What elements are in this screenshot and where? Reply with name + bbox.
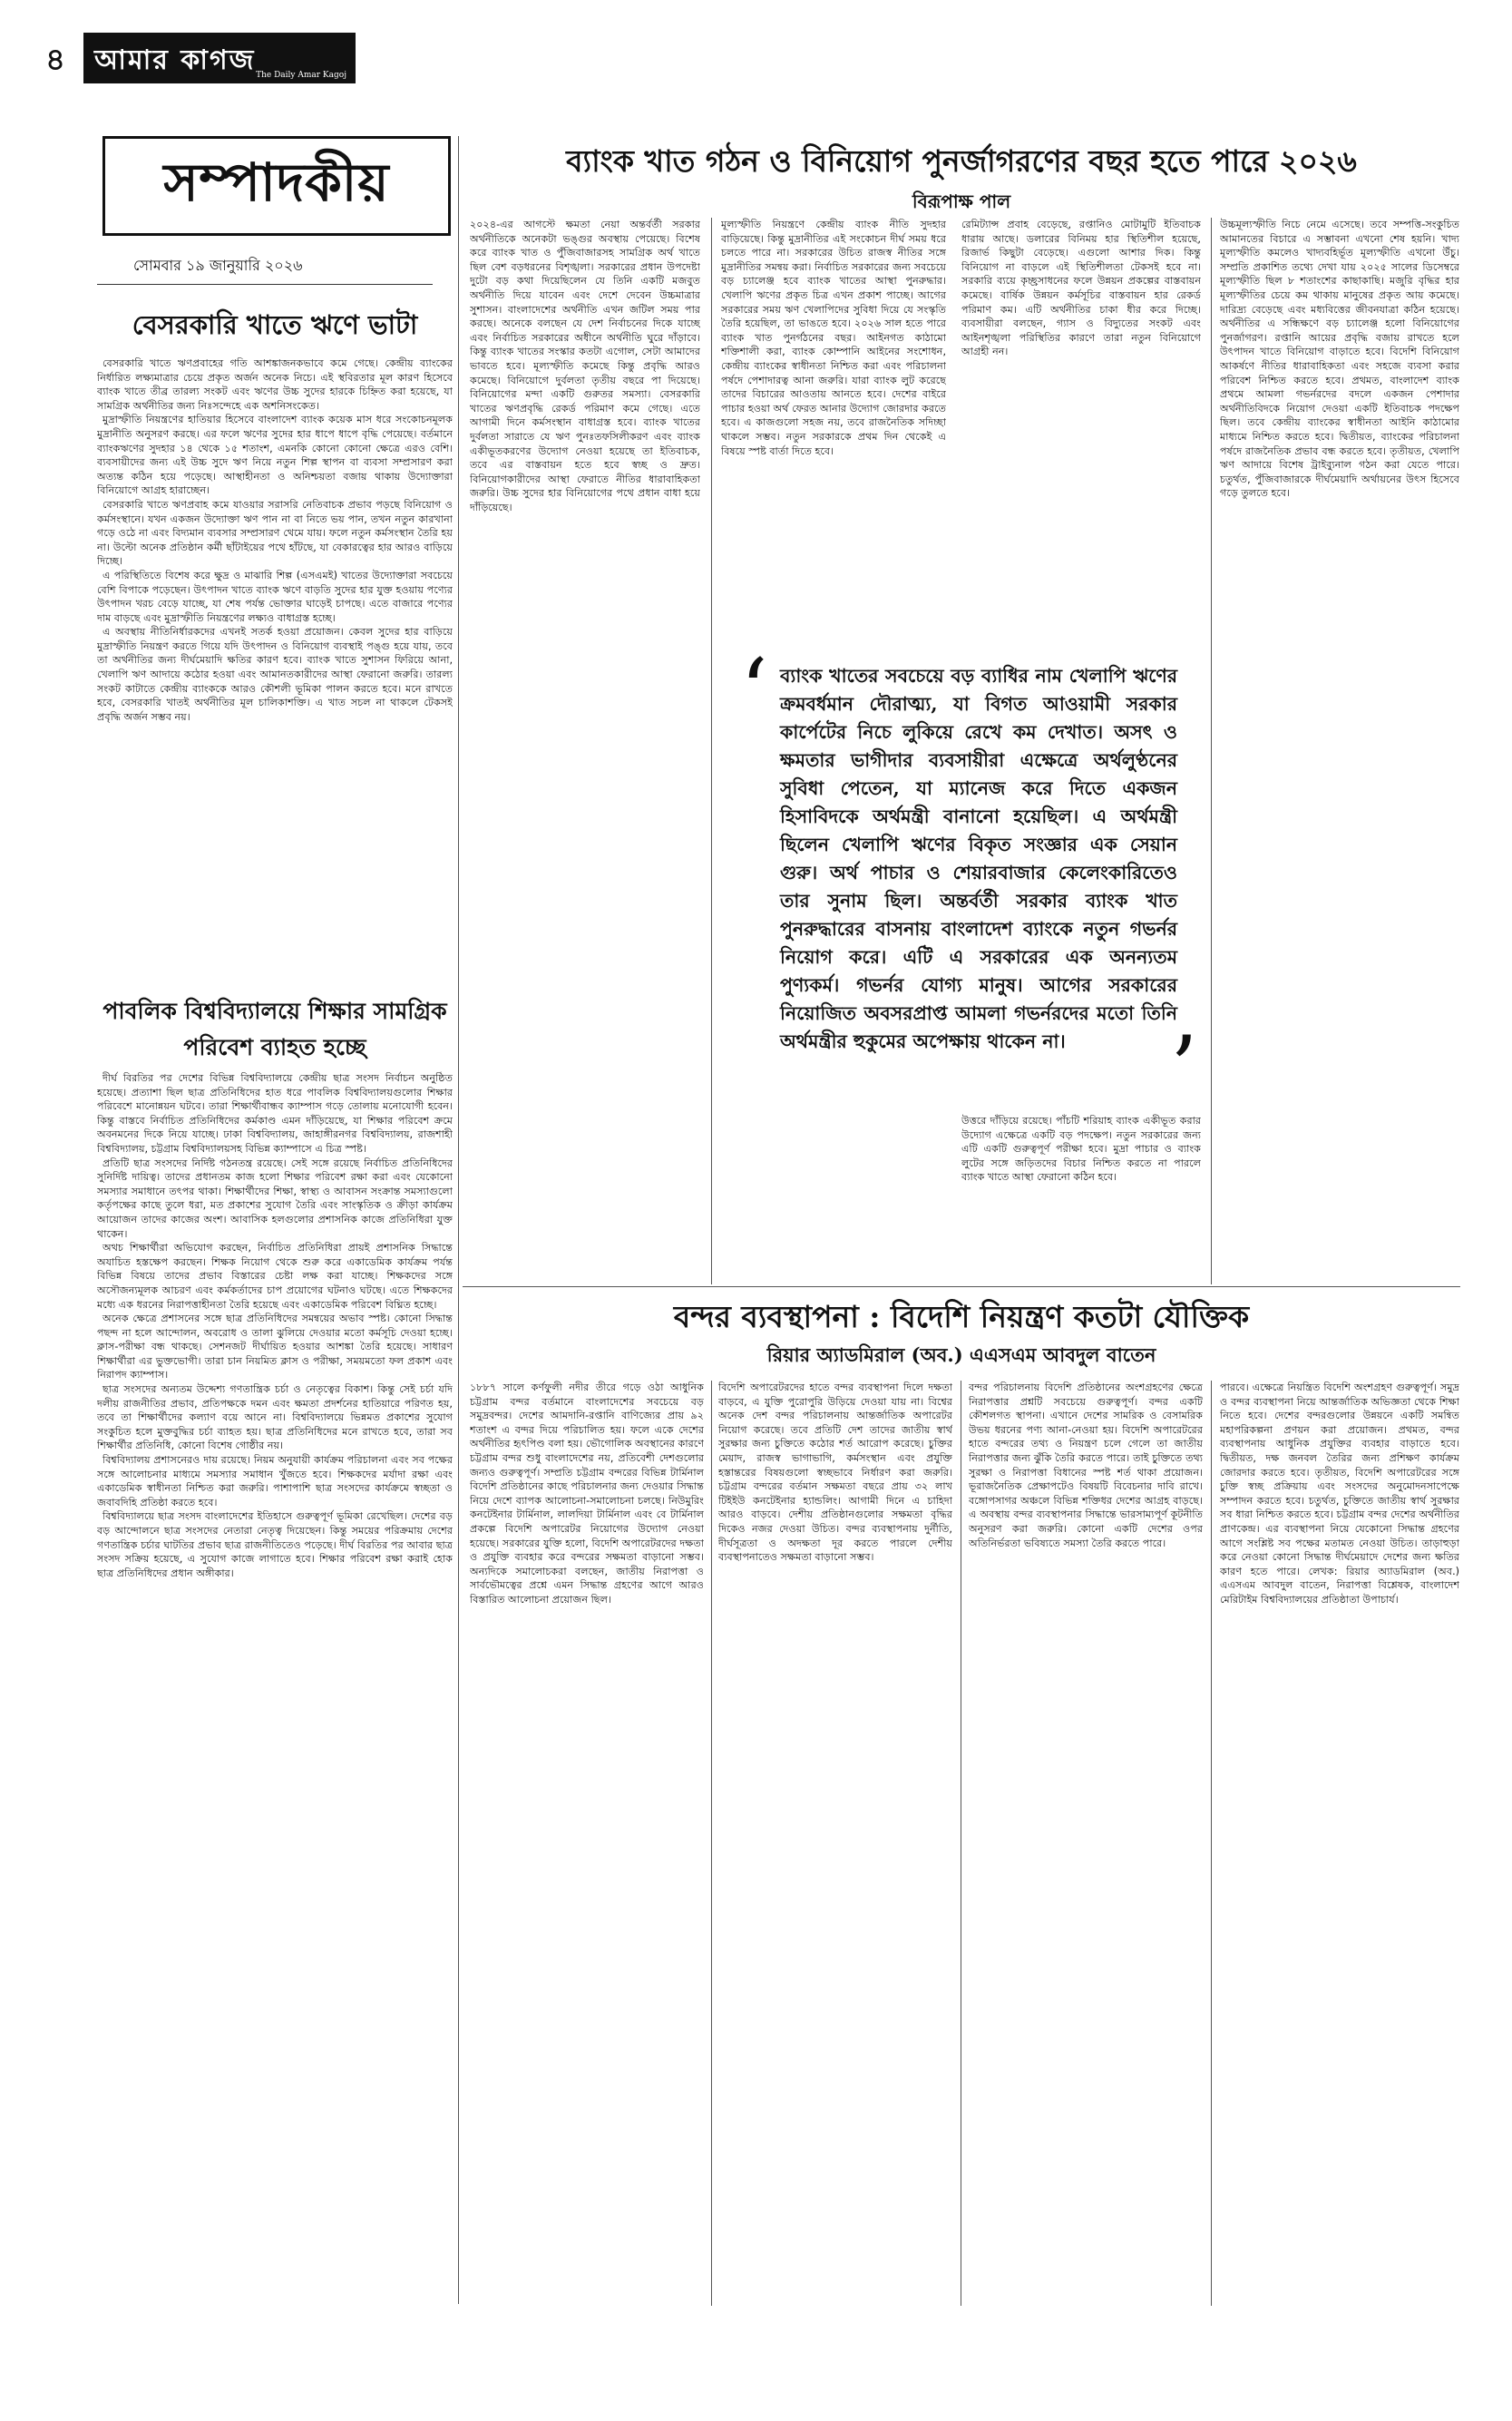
logo-title: আমার কাগজ [94,44,256,76]
article-column: মূল্যস্ফীতি নিয়ন্ত্রণে কেন্দ্রীয় ব্যাংক নীতি সুদহার বাড়িয়েছে। কিন্তু মুদ্রানীতির এই সংকোচন দীর্ঘ সময় ধরে চলতে পারে না। সরকারের উচিত রাজস্ব নীতির সঙ্গে মুদ্রানীতির সমন্বয় করা। নির্বাচিত সরকারের জন্য সবচেয়ে বড় চ্যালেঞ্জ হবে ব্যাংক খাতের আস্থা পুনরুদ্ধার। খেলাপি ঋণের প্রকৃত চিত্র এখন প্রকাশ পাচ্ছে। আগের সরকারের সময় ঋণ খেলাপিদের সুবিধা দিয়ে যে সংস্কৃতি তৈরি হয়েছিল, তা ভাঙতে হবে। ২০২৬ সাল হতে পারে ব্যাংক খাত পুনর্গঠনের বছর। আইনগত কাঠামো শক্তিশালী করা, ব্যাংক কোম্পানি আইনের সংশোধন, কেন্দ্রীয় ব্যাংকের স্বাধীনতা নিশ্চিত করা এবং পরিচালনা পর্ষদে পেশাদারত্ব আনা জরুরি। যারা ব্যাংক লুট করেছে তাদের বিচারের আওতায় আনতে হবে। দেশের বাইরে পাচার হওয়া অর্থ ফেরত আনার উদ্যোগ জোরদার করতে হবে। এ কাজগুলো সহজ নয়, তবে রাজনৈতিক সদিচ্ছা থাকলে সম্ভব। নতুন সরকারকে প্রথম দিন থেকেই এ বিষয়ে স্পষ্ট বার্তা দিতে হবে। [721,219,946,457]
section-divider [463,1286,1460,1287]
paragraph: দীর্ঘ বিরতির পর দেশের বিভিন্ন বিশ্ববিদ্যালয়ে কেন্দ্রীয় ছাত্র সংসদ নির্বাচন অনুষ্ঠিত হয়েছে। প্রত্যাশা ছিল ছাত্র প্রতিনিধিদের হাত ধরে পাবলিক বিশ্ববিদ্যালয়গুলোর শিক্ষার পরিবেশে মানোন্নয়ন ঘটবে। তারা শিক্ষার্থীবান্ধব ক্যাম্পাস গড়ে তোলায় মনোযোগী হবেন। কিন্তু বাস্তবে নির্বাচিত প্রতিনিধিদের কর্মকাণ্ড এমন দাঁড়িয়েছে, যা শিক্ষার পরিবেশ ক্রমে অবনমনের দিকে নিয়ে যাচ্ছে। ঢাকা বিশ্ববিদ্যালয়, জাহাঙ্গীরনগর বিশ্ববিদ্যালয়, রাজশাহী বিশ্ববিদ্যালয়, চট্টগ্রাম বিশ্ববিদ্যালয়সহ বিভিন্ন ক্যাম্পাসে এ চিত্র স্পষ্ট। [97,1072,453,1155]
article-headline: ব্যাংক খাত গঠন ও বিনিয়োগ পুনর্জাগরণের বছর হতে পারে ২০২৬ [566,143,1357,179]
paragraph: প্রতিটি ছাত্র সংসদের নির্দিষ্ট গঠনতন্ত্র রয়েছে। সেই সঙ্গে রয়েছে নির্বাচিত প্রতিনিধিদের সুনির্দিষ্ট দায়িত্ব। তাদের প্রধানতম কাজ হলো শিক্ষার পরিবেশ রক্ষা করা এবং যেকোনো সমস্যার সমাধানে তৎপর থাকা। শিক্ষার্থীদের শিক্ষা, স্বাস্থ্য ও আবাসন সংক্রান্ত সমস্যাগুলো কর্তৃপক্ষের কাছে তুলে ধরা, মত প্রকাশের সুযোগ তৈরি এবং সাংস্কৃতিক ও ক্রীড়া কার্যক্রম আয়োজন তাদের কাজের অংশ। আবাসিক হলগুলোর প্রশাসনিক কাজে প্রতিনিধিরা যুক্ত থাকেন। [97,1157,453,1240]
close-quote-icon: ’ [1170,1018,1198,1119]
logo-subtitle: The Daily Amar Kagoj [256,71,346,80]
article-column: ২০২৪-এর আগস্টে ক্ষমতা নেয়া অন্তর্বর্তী সরকার অর্থনীতিকে অনেকটা ভঙ্গুর অবস্থায় পেয়েছে। বিশেষ করে ব্যাংক খাত ও পুঁজিবাজারসহ সামগ্রিক অর্থ খাতে ছিল বেশ বড়ধরনের বিশৃঙ্খলা। সরকারের প্রধান উপদেষ্টা দুটো বড় কথা দিয়েছিলেন যে তিনি একটি মজবুত অর্থনীতি দিয়ে যাবেন এবং দেশে দেবেন উচ্চমাত্রার সুশাসন। বাংলাদেশের অর্থনীতি এখন জটিল সময় পার করছে। অনেকে বলছেন যে দেশ নির্বাচনের দিকে যাচ্ছে এবং নির্বাচিত সরকারের অধীনে অর্থনীতি ঘুরে দাঁড়াবে। কিন্তু ব্যাংক খাতের সংস্কার কতটা এগোল, সেটা আমাদের ভাবতে হবে। মূল্যস্ফীতি কমেছে কিন্তু প্রবৃদ্ধি আরও কমেছে। বিনিয়োগে দুর্বলতা তৃতীয় বছরে পা দিয়েছে। বিনিয়োগের মন্দা একটি গুরুতর সমস্যা। বেসরকারি খাতের ঋণপ্রবৃদ্ধি রেকর্ড পরিমাণ কমে গেছে। এতে আগামী দিনে কর্মসংস্থান বাধাগ্রস্ত হবে। ব্যাংক খাতের দুর্বলতা সারাতে যে ঋণ পুনঃতফসিলীকরণ এবং ব্যাংক একীভূতকরণের উদ্যোগ নেওয়া হয়েছে তা ইতিবাচক, তবে এর বাস্তবায়ন হতে হবে স্বচ্ছ ও দ্রুত। বিনিয়োগকারীদের আস্থা ফেরাতে নীতির ধারাবাহিকতা জরুরি। উচ্চ সুদের হার বিনিয়োগের পথে প্রধান বাধা হয়ে দাঁড়িয়েছে। [470,219,700,513]
article-byline: রিয়ার অ্যাডমিরাল (অব.) এএসএম আবদুল বাতেন [766,1343,1156,1366]
article-headline: বন্দর ব্যবস্থাপনা : বিদেশি নিয়ন্ত্রণ কতটা যৌক্তিক [673,1299,1250,1334]
column-divider [1211,1381,1212,2306]
article-byline: বিরূপাক্ষ পাল [912,190,1011,212]
paragraph: এ অবস্থায় নীতিনির্ধারকদের এখনই সতর্ক হওয়া প্রয়োজন। কেবল সুদের হার বাড়িয়ে মুদ্রাস্ফীতি নিয়ন্ত্রণ করতে গিয়ে যদি উৎপাদন ও বিনিয়োগ ব্যবস্থাই পঙ্গু হয়ে যায়, তবে তা অর্থনীতির জন্য দীর্ঘমেয়াদি ক্ষতির কারণ হবে। ব্যাংক খাতে সুশাসন ফিরিয়ে আনা, খেলাপি ঋণ আদায়ে কঠোর হওয়া এবং আমানতকারীদের আস্থা ফেরানো জরুরি। তারল্য সংকট কাটাতে কেন্দ্রীয় ব্যাংককে আরও কৌশলী ভূমিকা পালন করতে হবে। মনে রাখতে হবে, বেসরকারি খাতই অর্থনীতির মূল চালিকাশক্তি। এ খাত সচল না থাকলে টেকসই প্রবৃদ্ধি অর্জন সম্ভব নয়। [97,626,453,723]
article-column: ১৮৮৭ সালে কর্ণফুলী নদীর তীরে গড়ে ওঠা আধুনিক চট্টগ্রাম বন্দর বর্তমানে বাংলাদেশের সবচেয়ে বড় সমুদ্রবন্দর। দেশের আমদানি-রপ্তানি বাণিজ্যের প্রায় ৯২ শতাংশ এ বন্দর দিয়ে পরিচালিত হয়। ফলে একে দেশের অর্থনীতির হৃৎপিণ্ড বলা হয়। ভৌগোলিক অবস্থানের কারণে চট্টগ্রাম বন্দর শুধু বাংলাদেশের নয়, প্রতিবেশী দেশগুলোর জন্যও গুরুত্বপূর্ণ। সম্প্রতি চট্টগ্রাম বন্দরের বিভিন্ন টার্মিনাল বিদেশি প্রতিষ্ঠানের কাছে পরিচালনার জন্য দেওয়ার সিদ্ধান্ত নিয়ে দেশে ব্যাপক আলোচনা-সমালোচনা চলছে। নিউমুরিং কনটেইনার টার্মিনাল, লালদিয়া টার্মিনাল এবং বে টার্মিনাল প্রকল্পে বিদেশি অপারেটর নিয়োগের উদ্যোগ নেওয়া হয়েছে। সরকারের যুক্তি হলো, বিদেশি অপারেটরদের দক্ষতা ও প্রযুক্তি ব্যবহার করে বন্দরের সক্ষমতা বাড়ানো সম্ভব। অন্যদিকে সমালোচকরা বলছেন, জাতীয় নিরাপত্তা ও সার্বভৌমত্বের প্রশ্নে এমন সিদ্ধান্ত গ্রহণের আগে আরও বিস্তারিত আলোচনা প্রয়োজন ছিল। [470,1381,704,1606]
paragraph: এ পরিস্থিতিতে বিশেষ করে ক্ষুদ্র ও মাঝারি শিল্প (এসএমই) খাতের উদ্যোক্তারা সবচেয়ে বেশি বিপাকে পড়েছেন। উৎপাদন খাতে ব্যাংক ঋণে বাড়তি সুদের হার যুক্ত হওয়ায় পণ্যের উৎপাদন খরচ বেড়ে যাচ্ছে, যা শেষ পর্যন্ত ভোক্তার ঘাড়েই চাপছে। এতে বাজারে পণ্যের দাম বাড়ছে এবং মুদ্রাস্ফীতি নিয়ন্ত্রণের লক্ষ্যও বাধাগ্রস্ত হচ্ছে। [97,569,453,624]
paragraph: বিশ্ববিদ্যালয় প্রশাসনেরও দায় রয়েছে। নিয়ম অনুযায়ী কার্যক্রম পরিচালনা এবং সব পক্ষের সঙ্গে আলোচনার মাধ্যমে সমস্যার সমাধান খুঁজতে হবে। শিক্ষকদের মর্যাদা রক্ষা এবং একাডেমিক স্বাধীনতা নিশ্চিত করা জরুরি। পাশাপাশি ছাত্র সংসদের কার্যক্রমে স্বচ্ছতা ও জবাবদিহি প্রতিষ্ঠা করতে হবে। [97,1454,453,1508]
column-divider [711,218,712,1284]
article-column: উত্তরে দাঁড়িয়ে রয়েছে। পাঁচটি শরিয়াহ ব্যাংক একীভূত করার উদ্যোগ এক্ষেত্রে একটি বড় পদক্ষেপ। নতুন সরকারের জন্য এটি একটি গুরুত্বপূর্ণ পরীক্ষা হবে। মুদ্রা পাচার ও ব্যাংক লুটের সঙ্গে জড়িতদের বিচার নিশ্চিত করতে না পারলে ব্যাংক খাতে আস্থা ফেরানো কঠিন হবে। [961,1115,1201,1184]
newspaper-logo [83,33,356,83]
editorial-headline-2: পাবলিক বিশ্ববিদ্যালয়ে শিক্ষার সামগ্রিক পরিবেশ ব্যাহত হচ্ছে [102,998,447,1060]
article-column: পারবে। এক্ষেত্রে নিয়ন্ত্রিত বিদেশি অংশগ্রহণ গুরুত্বপূর্ণ। সমুদ্র ও বন্দর ব্যবস্থাপনা নিয়ে আন্তর্জাতিক অভিজ্ঞতা থেকে শিক্ষা নিতে হবে। দেশের বন্দরগুলোর উন্নয়নে একটি সমন্বিত মহাপরিকল্পনা প্রণয়ন করা প্রয়োজন। প্রথমত, বন্দর ব্যবস্থাপনায় আধুনিক প্রযুক্তির ব্যবহার বাড়াতে হবে। দ্বিতীয়ত, দক্ষ জনবল তৈরির জন্য প্রশিক্ষণ কার্যক্রম জোরদার করতে হবে। তৃতীয়ত, বিদেশি অপারেটরের সঙ্গে চুক্তি স্বচ্ছ প্রক্রিয়ায় এবং সংসদের অনুমোদনসাপেক্ষে সম্পাদন করতে হবে। চতুর্থত, চুক্তিতে জাতীয় স্বার্থ সুরক্ষার সব ধারা নিশ্চিত করতে হবে। চট্টগ্রাম বন্দর দেশের অর্থনীতির প্রাণকেন্দ্র। এর ব্যবস্থাপনা নিয়ে যেকোনো সিদ্ধান্ত গ্রহণের আগে সংশ্লিষ্ট সব পক্ষের মতামত নেওয়া উচিত। তাড়াহুড়া করে নেওয়া কোনো সিদ্ধান্ত দীর্ঘমেয়াদে দেশের জন্য ক্ষতির কারণ হতে পারে। লেখক: রিয়ার অ্যাডমিরাল (অব.) এএসএম আবদুল বাতেন, নিরাপত্তা বিশ্লেষক, বাংলাদেশ মেরিটাইম বিশ্ববিদ্যালয়ের প্রতিষ্ঠাতা উপাচার্য। [1220,1381,1459,1606]
paragraph: বিশ্ববিদ্যালয়ে ছাত্র সংসদ বাংলাদেশের ইতিহাসে গুরুত্বপূর্ণ ভূমিকা রেখেছিল। দেশের বড় বড় আন্দোলনে ছাত্র সংসদের নেতারা নেতৃত্ব দিয়েছেন। কিন্তু সময়ের পরিক্রমায় দেশের গণতান্ত্রিক চর্চার ঘাটতির প্রভাব ছাত্র রাজনীতিতেও পড়েছে। দীর্ঘ বিরতির পর আবার ছাত্র সংসদ সক্রিয় হয়েছে, এ সুযোগ কাজে লাগাতে হবে। শিক্ষার পরিবেশ রক্ষা করাই হোক ছাত্র প্রতিনিধিদের প্রধান অঙ্গীকার। [97,1510,453,1579]
article-column: উচ্চমূল্যস্ফীতি নিচে নেমে এসেছে। তবে সম্পত্তি-সংকুচিত আমানতের বিচারে এ সম্ভাবনা এখনো শেষ হয়নি। খাদ্য মূল্যস্ফীতি কমলেও খাদ্যবহির্ভূত মূল্যস্ফীতি এখনো উঁচু। সম্প্রতি প্রকাশিত তথ্যে দেখা যায় ২০২৫ সালের ডিসেম্বরে মূল্যস্ফীতি ছিল ৮ শতাংশের কাছাকাছি। মজুরি বৃদ্ধির হার মূল্যস্ফীতির চেয়ে কম থাকায় মানুষের প্রকৃত আয় কমেছে। দারিদ্র্য বেড়েছে এবং মধ্যবিত্তের জীবনযাত্রা কঠিন হয়েছে। অর্থনীতির এ সন্ধিক্ষণে বড় চ্যালেঞ্জ হলো বিনিয়োগের পুনর্জাগরণ। রপ্তানি আয়ের প্রবৃদ্ধি বজায় রাখতে হলে উৎপাদন খাতে বিনিয়োগ বাড়াতে হবে। বিদেশি বিনিয়োগ আকর্ষণে নীতির ধারাবাহিকতা এবং সহজে ব্যবসা করার পরিবেশ নিশ্চিত করতে হবে। প্রথমত, বাংলাদেশ ব্যাংক প্রথমে আমলা গভর্নরদের বদলে একজন পেশাদার অর্থনীতিবিদকে নিয়োগ দেওয়া একটি ইতিবাচক পদক্ষেপ ছিল। তবে কেন্দ্রীয় ব্যাংকের স্বাধীনতা আইনি কাঠামোর মাধ্যমে নিশ্চিত করতে হবে। দ্বিতীয়ত, ব্যাংকের পরিচালনা পর্ষদে রাজনৈতিক প্রভাব বন্ধ করতে হবে। তৃতীয়ত, খেলাপি ঋণ আদায়ে বিশেষ ট্রাইব্যুনাল গঠন করা যেতে পারে। চতুর্থত, পুঁজিবাজারকে দীর্ঘমেয়াদি অর্থায়নের উৎস হিসেবে গড়ে তুলতে হবে। [1220,219,1459,500]
editorial-column [97,136,453,2421]
paragraph: অথচ শিক্ষার্থীরা অভিযোগ করছেন, নির্বাচিত প্রতিনিধিরা প্রায়ই প্রশাসনিক সিদ্ধান্তে অযাচিত হস্তক্ষেপ করছেন। শিক্ষক নিয়োগ থেকে শুরু করে একাডেমিক কার্যক্রম পর্যন্ত বিভিন্ন বিষয়ে তাদের প্রভাব বিস্তারের চেষ্টা লক্ষ করা যাচ্ছে। শিক্ষকদের সঙ্গে অসৌজন্যমূলক আচরণ এবং কর্মকর্তাদের চাপ প্রয়োগের ঘটনাও ঘটছে। এতে শিক্ষকদের মধ্যে এক ধরনের নিরাপত্তাহীনতা তৈরি হয়েছে এবং একাডেমিক পরিবেশ বিঘ্নিত হচ্ছে। [97,1242,453,1311]
editorial-body-2 [97,1071,453,2421]
pull-quote [740,640,1198,1119]
open-quote-icon: ‘ [740,640,768,742]
article-column: বিদেশি অপারেটরদের হাতে বন্দর ব্যবস্থাপনা দিলে দক্ষতা বাড়বে, এ যুক্তি পুরোপুরি উড়িয়ে দেওয়া যায় না। বিশ্বের অনেক দেশ বন্দর পরিচালনায় আন্তর্জাতিক অপারেটর নিয়োগ করেছে। তবে প্রতিটি দেশ তাদের জাতীয় স্বার্থ সুরক্ষার জন্য চুক্তিতে কঠোর শর্ত আরোপ করেছে। চুক্তির মেয়াদ, রাজস্ব ভাগাভাগি, কর্মসংস্থান এবং প্রযুক্তি হস্তান্তরের বিষয়গুলো স্বচ্ছভাবে নির্ধারণ করা জরুরি। চট্টগ্রাম বন্দরের বর্তমান সক্ষমতা বছরে প্রায় ৩২ লাখ টিইইউ কনটেইনার হ্যান্ডলিং। আগামী দিনে এ চাহিদা আরও বাড়বে। দেশীয় প্রতিষ্ঠানগুলোর সক্ষমতা বৃদ্ধির দিকেও নজর দেওয়া উচিত। বন্দর ব্যবস্থাপনায় দুর্নীতি, দীর্ঘসূত্রতা ও অদক্ষতা দূর করতে পারলে দেশীয় ব্যবস্থাপনাতেও সক্ষমতা বাড়ানো সম্ভব। [718,1381,952,1564]
pull-quote-text: ব্যাংক খাতের সবচেয়ে বড় ব্যাধির নাম খেলাপি ঋণের ক্রমবর্ধমান দৌরাত্ম্য, যা বিগত আওয়ামী সরকার কার্পেটের নিচে লুকিয়ে রেখে কম দেখাত। অসৎ ও ক্ষমতার ভাগীদার ব্যবসায়ীরা এক্ষেত্রে অর্থলুণ্ঠনের সুবিধা পেতেন, যা ম্যানেজ করে দিতে একজন হিসাবিদকে অর্থমন্ত্রী বানানো হয়েছিল। এ অর্থমন্ত্রী ছিলেন খেলাপি ঋণের বিকৃত সংজ্ঞার এক সেয়ান গুরু। অর্থ পাচার ও শেয়ারবাজার কেলেংকারিতেও তার সুনাম ছিল। অন্তর্বর্তী সরকার ব্যাংক খাত পুনরুদ্ধারের বাসনায় বাংলাদেশ ব্যাংকে নতুন গভর্নর নিয়োগ করে। এটি এ সরকারের এক অনন্যতম পুণ্যকর্ম। গভর্নর যোগ্য মানুষ। আগের সরকারের নিয়োজিত অবসরপ্রাপ্ত আমলা গভর্নরদের মতো তিনি অর্থমন্ত্রীর হুকুমের অপেক্ষায় থাকেন না। [780,665,1177,1052]
editorial-date: সোমবার ১৯ জানুয়ারি ২০২৬ [97,254,433,285]
editorial-section-title: সম্পাদকীয় [163,151,390,213]
article-column: বন্দর পরিচালনায় বিদেশি প্রতিষ্ঠানের অংশগ্রহণের ক্ষেত্রে নিরাপত্তার প্রশ্নটি সবচেয়ে গুরুত্বপূর্ণ। বন্দর একটি কৌশলগত স্থাপনা। এখানে দেশের সামরিক ও বেসামরিক উভয় ধরনের পণ্য আনা-নেওয়া হয়। বিদেশি অপারেটরের হাতে বন্দরের তথ্য ও নিয়ন্ত্রণ চলে গেলে তা জাতীয় নিরাপত্তার জন্য ঝুঁকি তৈরি করতে পারে। তাই চুক্তিতে তথ্য সুরক্ষা ও নিরাপত্তা বিধানের স্পষ্ট শর্ত থাকা প্রয়োজন। ভূরাজনৈতিক প্রেক্ষাপটেও বিষয়টি বিবেচনার দাবি রাখে। বঙ্গোপসাগর অঞ্চলে বিভিন্ন শক্তিধর দেশের আগ্রহ বাড়ছে। এ অবস্থায় বন্দর ব্যবস্থাপনার সিদ্ধান্তে ভারসাম্যপূর্ণ কূটনীতি অনুসরণ করা জরুরি। কোনো একটি দেশের ওপর অতিনির্ভরতা ভবিষ্যতে সমস্যা তৈরি করতে পারে। [969,1381,1203,1549]
editorial-section-box [102,136,451,236]
paragraph: বেসরকারি খাতে ঋণপ্রবাহ কমে যাওয়ার সরাসরি নেতিবাচক প্রভাব পড়ছে বিনিয়োগ ও কর্মসংস্থানে। যখন একজন উদ্যোক্তা ঋণ পান না বা নিতে ভয় পান, তখন নতুন কারখানা গড়ে ওঠে না এবং বিদ্যমান ব্যবসার সম্প্রসারণ থেমে যায়। ফলে নতুন কর্মসংস্থান তৈরি হয় না। উল্টো অনেক প্রতিষ্ঠান কর্মী ছাঁটাইয়ের পথে হাঁটছে, যা বেকারত্বের হার আরও বাড়িয়ে দিচ্ছে। [97,498,453,568]
column-divider [711,1381,712,2306]
paragraph: বেসরকারি খাতে ঋণপ্রবাহের গতি আশঙ্কাজনকভাবে কমে গেছে। কেন্দ্রীয় ব্যাংকের নির্ধারিত লক্ষ্যমাত্রার চেয়ে প্রকৃত অর্জন অনেক নিচে। এই স্থবিরতার মূল কারণ হিসেবে ব্যাংক খাতে তীব্র তারল্য সংকট এবং ঋণের উচ্চ সুদের হারকে চিহ্নিত করা হয়েছে, যা সামগ্রিক অর্থনীতির জন্য নিঃসন্দেহে এক অশনিসংকেত। [97,357,453,412]
editorial-headline-1: বেসরকারি খাতে ঋণে ভাটা [132,309,418,340]
page-number: ৪ [45,42,66,78]
column-divider [458,136,459,2304]
column-divider [1211,218,1212,1284]
paragraph: অনেক ক্ষেত্রে প্রশাসনের সঙ্গে ছাত্র প্রতিনিধিদের সমন্বয়ের অভাব স্পষ্ট। কোনো সিদ্ধান্ত পছন্দ না হলে আন্দোলন, অবরোধ ও তালা ঝুলিয়ে দেওয়ার মতো কর্মসূচি দেওয়া হচ্ছে। ক্লাস-পরীক্ষা বন্ধ থাকছে। সেশনজট দীর্ঘায়িত হওয়ার আশঙ্কা তৈরি হয়েছে। সাধারণ শিক্ষার্থীরা এর ভুক্তভোগী। তারা চান নিয়মিত ক্লাস ও পরীক্ষা, সময়মতো ফল প্রকাশ এবং নিরাপদ ক্যাম্পাস। [97,1313,453,1381]
page-header [36,20,1476,91]
paragraph: মুদ্রাস্ফীতি নিয়ন্ত্রণের হাতিয়ার হিসেবে বাংলাদেশ ব্যাংক কয়েক মাস ধরে সংকোচনমূলক মুদ্রানীতি অনুসরণ করছে। এর ফলে ঋণের সুদের হার ধাপে ধাপে বৃদ্ধি পেয়েছে। বর্তমানে ব্যাংকঋণের সুদহার ১৪ থেকে ১৫ শতাংশ, এমনকি কোনো কোনো ক্ষেত্রে এরও বেশি। ব্যবসায়ীদের জন্য এই উচ্চ সুদে ঋণ নিয়ে নতুন শিল্প স্থাপন বা ব্যবসা সম্প্রসারণ করা অত্যন্ত কঠিন হয়ে পড়েছে। আস্থাহীনতা ও অনিশ্চয়তা বজায় থাকায় উদ্যোক্তারা বিনিয়োগে আগ্রহ হারাচ্ছেন। [97,414,453,497]
editorial-body-1 [97,356,453,966]
article-column: রেমিট্যান্স প্রবাহ বেড়েছে, রপ্তানিও মোটামুটি ইতিবাচক ধারায় আছে। ডলারের বিনিময় হার স্থিতিশীল হয়েছে, রিজার্ভ কিছুটা বেড়েছে। এগুলো আশার দিক। কিন্তু বিনিয়োগ না বাড়লে এই স্থিতিশীলতা টেকসই হবে না। সরকারি ব্যয়ে কৃচ্ছ্রসাধনের ফলে উন্নয়ন প্রকল্পের বাস্তবায়ন কমেছে। বার্ষিক উন্নয়ন কর্মসূচির বাস্তবায়ন হার রেকর্ড পরিমাণ কম। এটি অর্থনীতির চাকা ধীর করে দিচ্ছে। ব্যবসায়ীরা বলছেন, গ্যাস ও বিদ্যুতের সংকট এবং আইনশৃঙ্খলা পরিস্থিতির কারণে তারা নতুন বিনিয়োগে আগ্রহী নন। [961,219,1201,358]
paragraph: ছাত্র সংসদের অন্যতম উদ্দেশ্য গণতান্ত্রিক চর্চা ও নেতৃত্বের বিকাশ। কিন্তু সেই চর্চা যদি দলীয় রাজনীতির প্রভাব, প্রতিপক্ষকে দমন এবং ক্ষমতা প্রদর্শনের হাতিয়ারে পরিণত হয়, তবে তা শিক্ষার্থীদের কল্যাণ বয়ে আনে না। বিশ্ববিদ্যালয়ে ভিন্নমত প্রকাশের সুযোগ সংকুচিত হলে মুক্তবুদ্ধির চর্চা ব্যাহত হয়। ছাত্র প্রতিনিধিদের মনে রাখতে হবে, তারা সব শিক্ষার্থীর প্রতিনিধি, কোনো বিশেষ গোষ্ঠীর নয়। [97,1383,453,1452]
